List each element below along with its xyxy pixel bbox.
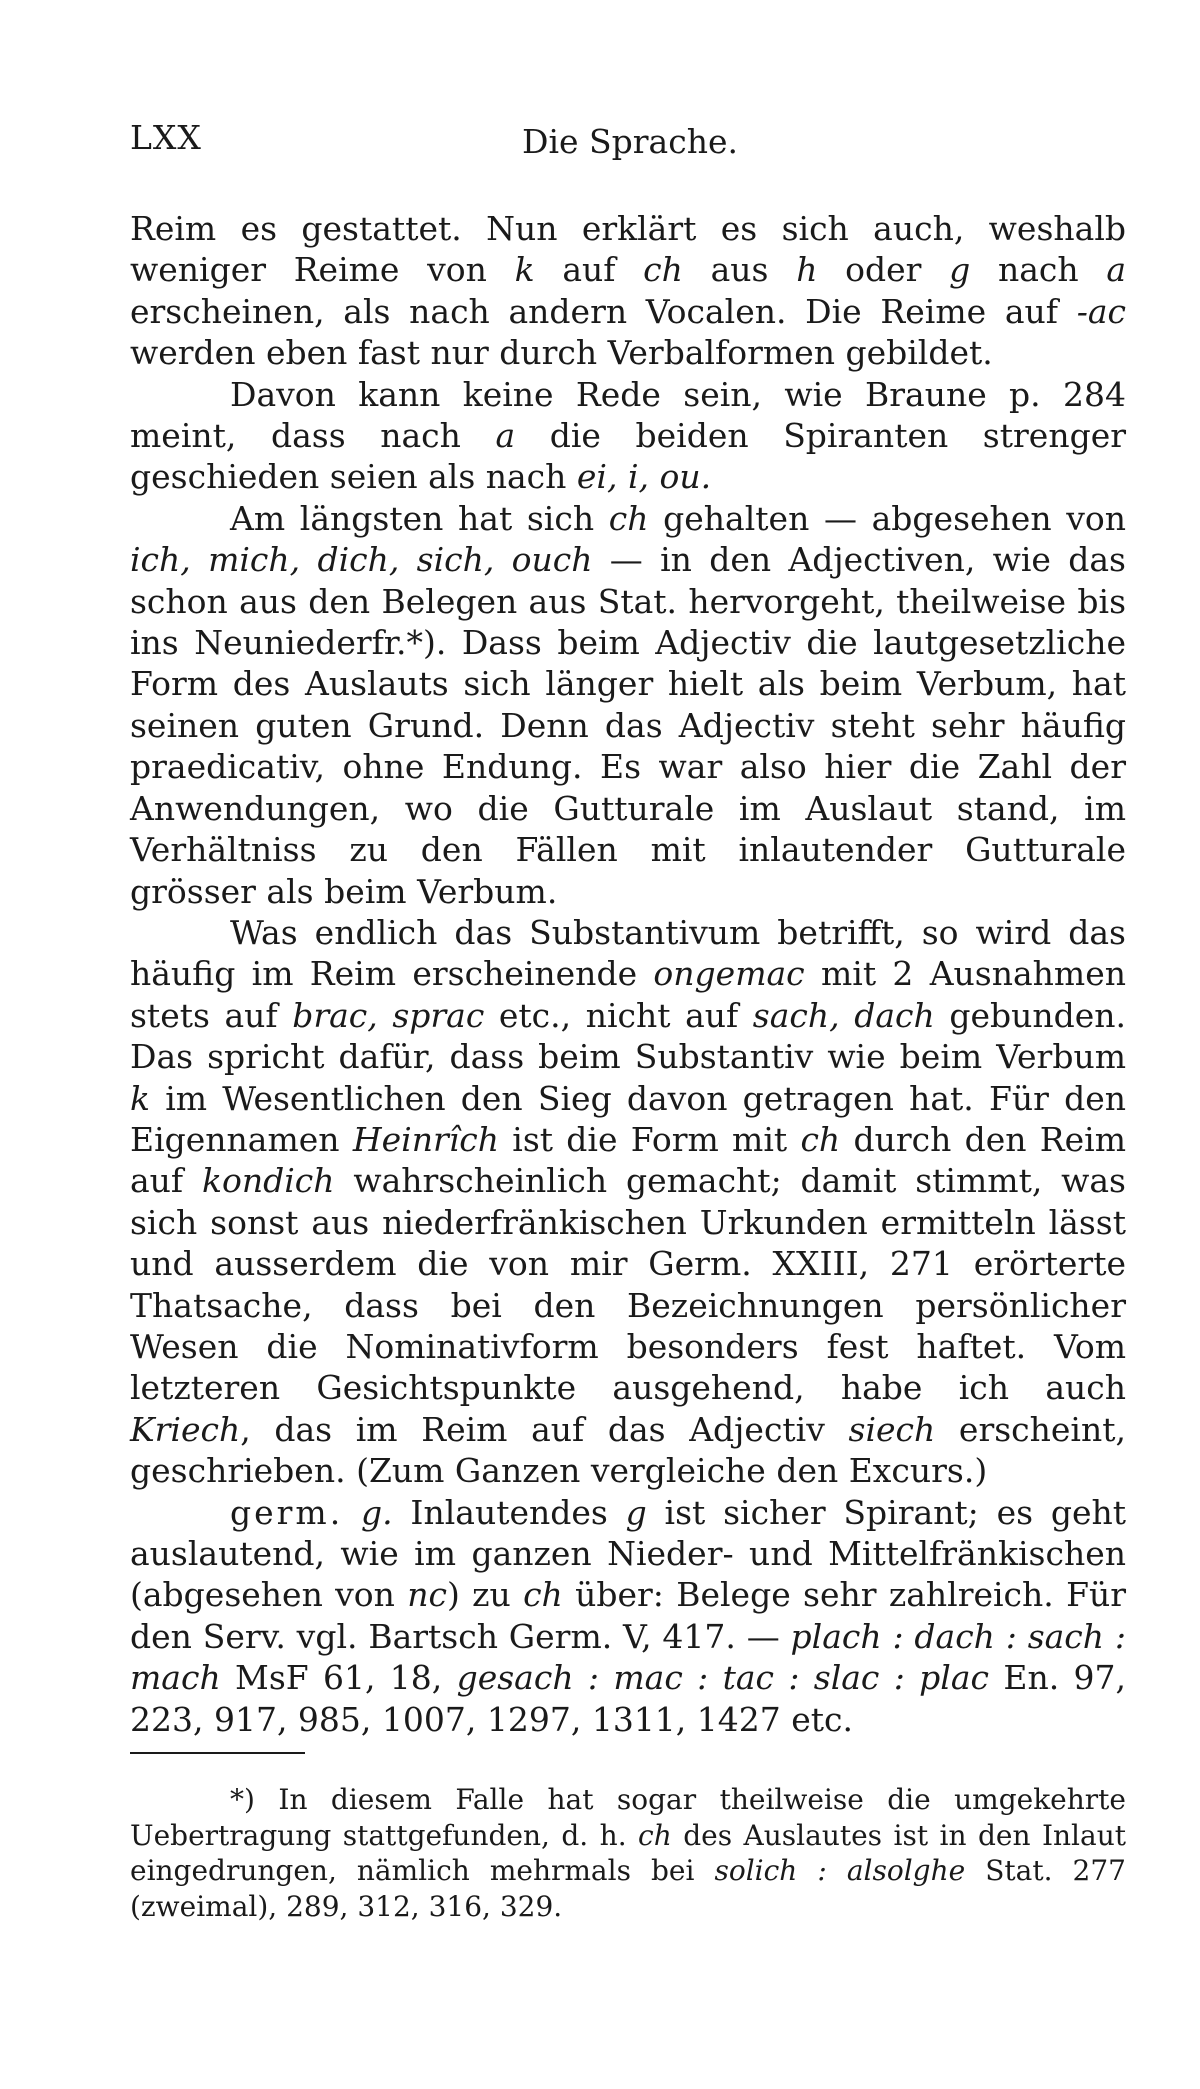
paragraph-adjectiv: Am längsten hat sich ch gehalten — abgesehen von ich, mich, dich, sich, ouch — in den Adjectiven, wie das schon aus den Belegen aus Stat. hervorgeht, theilweise bis ins Neuniederfr.*). Dass beim Adjectiv die lautgesetzliche Form des Auslauts sich länger hielt als beim Verbum, hat seinen guten Grund. Denn das Adjectiv steht sehr häufig praedicativ, ohne Endung. Es war also hier die Zahl der Anwendungen, wo die Gutturale im Auslaut stand, im Verhältniss zu den Fällen mit inlautender Gutturale grösser als beim Verbum. (130, 498, 1126, 911)
footnote-divider (130, 1752, 305, 1754)
paragraph-substantiv: Was endlich das Substantivum betrifft, so wird das häufig im Reim erscheinende ongemac mit 2 Ausnahmen stets auf brac, sprac etc., nicht auf sach, dach gebunden. Das spricht dafür, dass beim Substantiv wie beim Verbum k im Wesentlichen den Sieg davon getragen hat. Für den Eigennamen Heinrîch ist die Form mit ch durch den Reim auf kondich wahrscheinlich gemacht; damit stimmt, was sich sonst aus niederfränkischen Urkunden ermitteln lässt und ausserdem die von mir Germ. XXIII, 271 erörterte Thatsache, dass bei den Bezeichnungen persönlicher Wesen die Nominativform besonders fest haftet. Vom letzteren Gesichtspunkte ausgehend, habe ich auch Kriech, das im Reim auf das Adjectiv siech erscheint, geschrieben. (Zum Ganzen vergleiche den Excurs.) (130, 912, 1127, 1491)
book-page (130, 118, 1126, 1952)
footnote: *) In diesem Falle hat sogar theilweise die umgekehrte Uebertragung stattgefunden, d. h. ch des Auslautes ist in den Inlaut eingedrungen, nämlich mehrmals bei solich : alsolghe Stat. 277 (zweimal), 289, 312, 316, 329. (130, 1783, 1126, 1923)
running-title: Die Sprache. (522, 122, 738, 161)
paragraph-germ-g: germ. g. Inlautendes g ist sicher Spirant; es geht auslautend, wie im ganzen Nieder- und Mittelfränkischen (abgesehen von nc) zu ch über: Belege sehr zahlreich. Für den Serv. vgl. Bartsch Germ. V, 417. — plach : dach : sach : mach MsF 61, 18, gesach : mac : tac : slac : plac En. 97, 223, 917, 985, 1007, 1297, 1311, 1427 etc. (130, 1492, 1127, 1739)
main-text (130, 208, 1126, 1740)
page-number: LXX (130, 118, 202, 157)
paragraph-reim: Reim es gestattet. Nun erklärt es sich auch, weshalb weniger Reime von k auf ch aus h oder g nach a erscheinen, als nach andern Vocalen. Die Reime auf -ac werden eben fast nur durch Verbalformen gebildet. (130, 209, 1127, 373)
running-head (130, 118, 1126, 170)
paragraph-davon: Davon kann keine Rede sein, wie Braune p. 284 meint, dass nach a die beiden Spiranten strenger geschieden seien als nach ei, i, ou. (130, 374, 1126, 497)
